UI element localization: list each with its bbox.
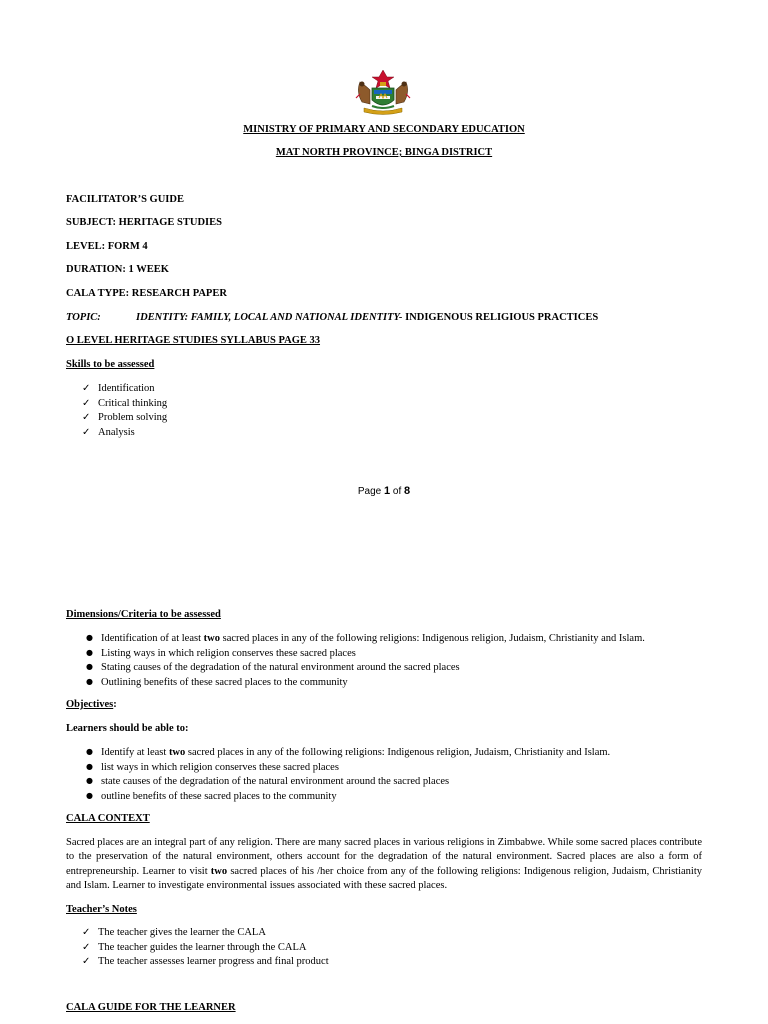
checkmark-icon: ✓ <box>82 941 91 953</box>
bullet-icon: ● <box>86 776 93 786</box>
checkmark-icon: ✓ <box>82 426 91 438</box>
topic-line <box>66 312 598 323</box>
objectives-list <box>86 745 610 803</box>
checkmark-icon: ✓ <box>82 956 91 967</box>
topic-label: TOPIC: <box>66 312 101 323</box>
bullet-icon: ● <box>86 633 93 642</box>
bullet-icon: ● <box>86 747 93 756</box>
list-item: ● Identify at least two sacred places in any of the following religions: Indigenous religion, Judaism, Christianity and Islam. <box>86 747 611 758</box>
bullet-icon: ● <box>86 662 93 672</box>
coat-of-arms-emblem <box>350 68 416 116</box>
list-item: ✓ Critical thinking <box>82 397 167 412</box>
dimensions-list <box>86 631 645 689</box>
bullet-icon: ● <box>86 790 93 800</box>
teacher-notes-heading: Teacher’s Notes <box>66 904 137 915</box>
cala-context-heading: CALA CONTEXT <box>66 813 150 824</box>
dimensions-heading: Dimensions/Criteria to be assessed <box>66 609 221 620</box>
list-item: ● Stating causes of the degradation of the natural environment around the sacred places <box>86 662 460 674</box>
subject-line: SUBJECT: HERITAGE STUDIES <box>66 217 222 228</box>
bullet-icon: ● <box>86 647 93 657</box>
duration-line: DURATION: 1 WEEK <box>66 264 169 275</box>
list-item: ● Identification of at least two sacred places in any of the following religions: Indigenous religion, Judaism, Christianity and Islam. <box>86 633 645 644</box>
list-item: ✓ Identification <box>82 382 167 397</box>
skills-heading: Skills to be assessed <box>66 359 155 370</box>
list-item: ● Outlining benefits of these sacred places to the community <box>86 676 348 688</box>
teacher-notes-list <box>82 926 329 970</box>
checkmark-icon: ✓ <box>82 383 91 394</box>
list-item: ✓ The teacher gives the learner the CALA <box>82 926 329 941</box>
list-item: ● list ways in which religion conserves these sacred places <box>86 761 339 773</box>
guide-title: FACILITATOR’S GUIDE <box>66 194 184 205</box>
topic-rest: INDIGENOUS RELIGIOUS PRACTICES <box>402 312 599 323</box>
objectives-intro: Learners should be able to: <box>66 723 189 734</box>
skills-list <box>82 382 167 440</box>
topic-italic: IDENTITY: FAMILY, LOCAL AND NATIONAL IDENTITY- <box>136 312 403 323</box>
syllabus-line: O LEVEL HERITAGE STUDIES SYLLABUS PAGE 33 <box>66 335 321 346</box>
bullet-icon: ● <box>86 676 93 686</box>
list-item: ● Listing ways in which religion conserves these sacred places <box>86 647 356 659</box>
province-title: MAT NORTH PROVINCE; BINGA DISTRICT <box>275 147 493 158</box>
checkmark-icon: ✓ <box>82 412 91 423</box>
checkmark-icon: ✓ <box>82 927 91 938</box>
ministry-title: MINISTRY OF PRIMARY AND SECONDARY EDUCATION <box>243 124 525 135</box>
list-item: ● state causes of the degradation of the natural environment around the sacred places <box>86 776 450 788</box>
list-item: ✓ Problem solving <box>82 411 167 426</box>
cala-context-paragraph: Sacred places are an integral part of any religion. There are many sacred places in various religions in Zimbabwe. While some sacred places contribute to the preservation of the natural environment, others account for the degradation of the natural environment. Sacred places are also a form of entrepreneurship. Learner to visit two sacred places of his /her choice from any of the following religions: Indigenous religion, Judaism, Christianity and Islam. Learner to investigate environmental issues associated with these sacred places. <box>66 837 702 892</box>
cala-type-line: CALA TYPE: RESEARCH PAPER <box>66 288 227 299</box>
checkmark-icon: ✓ <box>82 397 91 409</box>
list-item: ✓ The teacher assesses learner progress and final product <box>82 955 329 970</box>
list-item: ✓ Analysis <box>82 426 167 441</box>
learner-guide-heading: CALA GUIDE FOR THE LEARNER <box>66 1002 236 1013</box>
list-item: ✓ The teacher guides the learner through the CALA <box>82 941 329 956</box>
bullet-icon: ● <box>86 761 93 771</box>
list-item: ● outline benefits of these sacred places to the community <box>86 790 337 802</box>
page-footer: Page 1 of 8 <box>357 485 411 497</box>
objectives-heading: Objectives: <box>66 699 117 710</box>
level-line: LEVEL: FORM 4 <box>66 241 148 252</box>
